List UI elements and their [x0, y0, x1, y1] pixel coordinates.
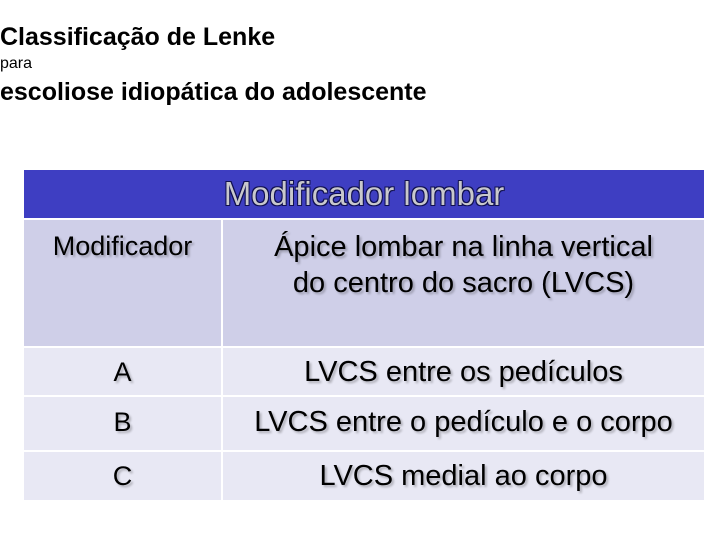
table-row-a-description-cell	[223, 348, 704, 395]
row-a-description: LVCS entre os pedículos	[304, 356, 623, 388]
row-a-modifier: A	[113, 357, 132, 387]
table-row-b-description-cell	[223, 397, 704, 450]
row-c-description: LVCS medial ao corpo	[319, 460, 608, 492]
row-b-description: LVCS entre o pedículo e o corpo	[254, 406, 673, 438]
col1-heading: Modificador	[52, 231, 193, 261]
page-subtitle: escoliose idiopática do adolescente	[0, 78, 427, 106]
table-row-a-modifier-cell	[24, 348, 221, 395]
table-row-c-description-cell	[223, 452, 704, 500]
col2-heading-line1: Ápice lombar na linha vertical	[274, 231, 653, 263]
table-row-b-modifier-cell	[24, 397, 221, 450]
row-b-modifier: B	[113, 407, 132, 437]
table-row-c-modifier-cell	[24, 452, 221, 500]
table-header: Modificador lombar	[24, 170, 704, 218]
col1-heading-cell	[24, 220, 221, 346]
row-c-modifier: C	[112, 461, 133, 491]
col2-heading-line2: do centro do sacro (LVCS)	[292, 267, 635, 299]
page-title: Classificação de Lenke	[0, 23, 276, 51]
col2-heading-cell	[223, 220, 704, 346]
page-title-connector: para	[0, 55, 33, 72]
